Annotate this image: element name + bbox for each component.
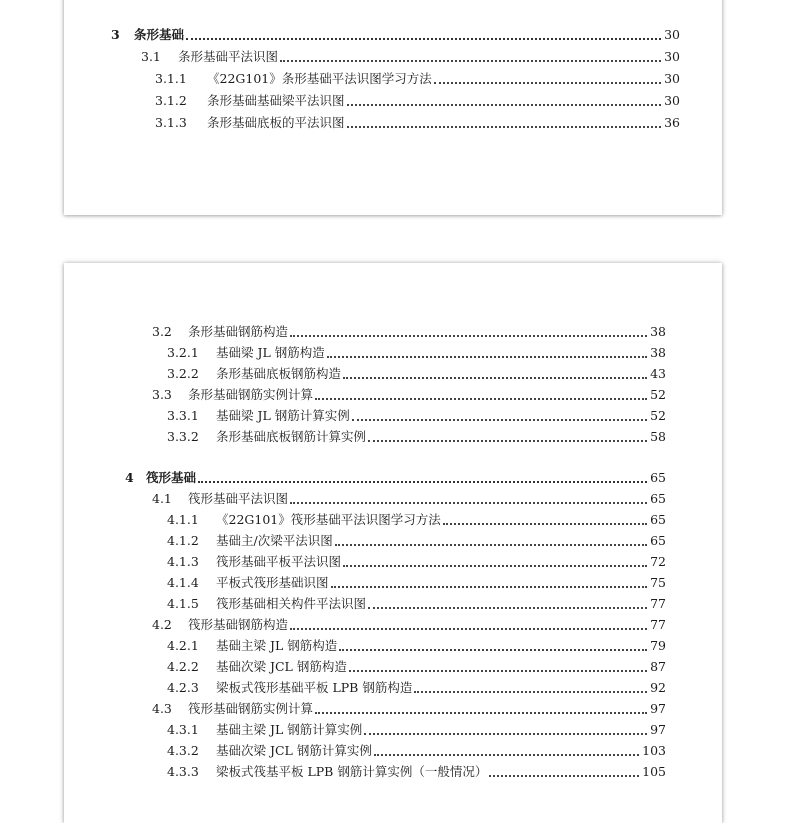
toc-entry	[155, 92, 680, 110]
dot-leader	[198, 481, 647, 483]
toc-entry-number: 3.2.1	[167, 345, 199, 360]
toc-entry-page-number: 65	[650, 491, 666, 506]
toc-entry	[167, 595, 666, 613]
dot-leader	[347, 126, 662, 128]
dot-leader	[327, 356, 647, 358]
dot-leader	[315, 712, 647, 714]
dot-leader	[343, 565, 647, 567]
toc-entry-number: 4.2	[152, 617, 172, 632]
toc-entry-page-number: 30	[664, 49, 680, 64]
toc-entry-page-number: 92	[650, 680, 666, 695]
toc-entry	[167, 365, 666, 383]
toc-entry-title: 基础次梁 JCL 钢筋构造	[216, 659, 347, 674]
toc-entry-page-number: 105	[642, 764, 666, 779]
toc-entry-title: 筏形基础平法识图	[188, 491, 289, 506]
toc-entry-title: 基础主梁 JL 钢筋构造	[216, 638, 338, 653]
toc-entry-title: 《22G101》条形基础平法识图学习方法	[207, 71, 432, 86]
dot-leader	[335, 544, 647, 546]
toc-entry-page-number: 77	[650, 596, 666, 611]
toc-entry-title: 筏形基础相关构件平法识图	[216, 596, 367, 611]
toc-entry	[167, 407, 666, 425]
toc-entry	[155, 70, 680, 88]
toc-entry-page-number: 77	[650, 617, 666, 632]
toc-entry-title: 条形基础	[134, 27, 185, 42]
toc-entry-number: 3.1	[141, 49, 161, 64]
toc-entry-number: 3.1.1	[155, 71, 187, 86]
document-page-1	[64, 0, 722, 215]
document-page-2	[64, 263, 722, 823]
toc-entry-title: 条形基础钢筋实例计算	[188, 387, 314, 402]
toc-entry	[167, 574, 666, 592]
toc-entry-page-number: 52	[650, 387, 666, 402]
toc-entry-page-number: 72	[650, 554, 666, 569]
toc-entry-title: 《22G101》筏形基础平法识图学习方法	[216, 512, 441, 527]
toc-entry-page-number: 87	[650, 659, 666, 674]
toc-entry-number: 4.2.1	[167, 638, 199, 653]
toc-entry-title: 条形基础钢筋构造	[188, 324, 289, 339]
toc-entry-title: 基础梁 JL 钢筋构造	[216, 345, 325, 360]
toc-entry-title: 筏形基础	[146, 470, 197, 485]
toc-entry-number: 4.3.3	[167, 764, 199, 779]
toc-entry	[152, 323, 666, 341]
toc-entry	[167, 679, 666, 697]
dot-leader	[343, 377, 647, 379]
toc-entry	[152, 700, 666, 718]
toc-entry-title: 条形基础基础梁平法识图	[207, 93, 345, 108]
dot-leader	[280, 60, 661, 62]
dot-leader	[290, 628, 647, 630]
dot-leader	[414, 691, 647, 693]
toc-entry-page-number: 43	[650, 366, 666, 381]
toc-entry-page-number: 65	[650, 533, 666, 548]
toc-entry	[167, 742, 666, 760]
dot-leader	[347, 104, 662, 106]
toc-entry-number: 4.3.2	[167, 743, 199, 758]
toc-entry-title: 筏形基础平板平法识图	[216, 554, 342, 569]
toc-entry-number: 4.2.2	[167, 659, 199, 674]
toc-entry-page-number: 30	[664, 71, 680, 86]
toc-entry-page-number: 75	[650, 575, 666, 590]
toc-entry-page-number: 65	[650, 512, 666, 527]
toc-entry-number: 4	[125, 470, 134, 485]
toc-entry	[141, 48, 680, 66]
toc-entry-number: 4.3	[152, 701, 172, 716]
toc-entry-number: 4.1	[152, 491, 172, 506]
toc-entry	[167, 428, 666, 446]
toc-entry-title: 基础主/次梁平法识图	[216, 533, 333, 548]
toc-chapter-entry	[125, 469, 666, 487]
toc-entry-page-number: 36	[664, 115, 680, 130]
toc-entry-title: 梁板式筏基平板 LPB 钢筋计算实例（一般情况）	[216, 764, 488, 779]
toc-entry-page-number: 30	[664, 93, 680, 108]
toc-entry-title: 条形基础底板钢筋计算实例	[216, 429, 367, 444]
toc-entry-number: 4.1.1	[167, 512, 199, 527]
toc-entry-page-number: 58	[650, 429, 666, 444]
toc-entry-title: 条形基础平法识图	[178, 49, 279, 64]
toc-entry-number: 4.1.2	[167, 533, 199, 548]
dot-leader	[339, 649, 647, 651]
dot-leader	[434, 82, 661, 84]
toc-entry-page-number: 38	[650, 324, 666, 339]
toc-entry-page-number: 103	[642, 743, 666, 758]
toc-entry-number: 3.1.3	[155, 115, 187, 130]
toc-entry-number: 3.3.2	[167, 429, 199, 444]
toc-entry-number: 3.2.2	[167, 366, 199, 381]
toc-entry-title: 基础次梁 JCL 钢筋计算实例	[216, 743, 372, 758]
toc-entry-title: 条形基础底板的平法识图	[207, 115, 345, 130]
toc-entry-title: 筏形基础钢筋实例计算	[188, 701, 314, 716]
toc-entry-title: 条形基础底板钢筋构造	[216, 366, 342, 381]
toc-entry	[152, 616, 666, 634]
toc-entry-number: 3	[111, 27, 120, 42]
toc-entry-page-number: 52	[650, 408, 666, 423]
toc-entry-page-number: 97	[650, 722, 666, 737]
toc-entry-title: 基础梁 JL 钢筋计算实例	[216, 408, 350, 423]
toc-entry-page-number: 65	[650, 470, 666, 485]
toc-entry	[167, 344, 666, 362]
toc-entry-number: 4.3.1	[167, 722, 199, 737]
dot-leader	[443, 523, 647, 525]
toc-entry-number: 4.1.3	[167, 554, 199, 569]
dot-leader	[374, 754, 639, 756]
toc-entry	[167, 637, 666, 655]
toc-entry	[167, 511, 666, 529]
toc-entry	[167, 532, 666, 550]
dot-leader	[331, 586, 648, 588]
toc-chapter-entry	[111, 26, 680, 44]
toc-entry-title: 平板式筏形基础识图	[216, 575, 329, 590]
dot-leader	[352, 419, 647, 421]
toc-entry-number: 4.1.5	[167, 596, 199, 611]
dot-leader	[349, 670, 647, 672]
toc-entry-number: 3.3	[152, 387, 172, 402]
dot-leader	[290, 502, 647, 504]
toc-entry-title: 基础主梁 JL 钢筋计算实例	[216, 722, 363, 737]
toc-entry	[155, 114, 680, 132]
toc-entry-number: 3.1.2	[155, 93, 187, 108]
toc-entry-page-number: 38	[650, 345, 666, 360]
toc-entry	[152, 386, 666, 404]
toc-entry	[152, 490, 666, 508]
toc-entry-number: 3.2	[152, 324, 172, 339]
toc-entry	[167, 553, 666, 571]
dot-leader	[290, 335, 647, 337]
toc-entry-title: 梁板式筏形基础平板 LPB 钢筋构造	[216, 680, 413, 695]
toc-entry	[167, 721, 666, 739]
toc-entry-page-number: 79	[650, 638, 666, 653]
dot-leader	[315, 398, 647, 400]
dot-leader	[368, 607, 647, 609]
dot-leader	[489, 775, 639, 777]
dot-leader	[364, 733, 647, 735]
toc-entry	[167, 658, 666, 676]
toc-entry-number: 4.1.4	[167, 575, 199, 590]
toc-entry-title: 筏形基础钢筋构造	[188, 617, 289, 632]
toc-entry-page-number: 97	[650, 701, 666, 716]
toc-entry	[167, 763, 666, 781]
dot-leader	[368, 440, 647, 442]
dot-leader	[186, 38, 661, 40]
toc-entry-number: 3.3.1	[167, 408, 199, 423]
toc-entry-number: 4.2.3	[167, 680, 199, 695]
toc-entry-page-number: 30	[664, 27, 680, 42]
